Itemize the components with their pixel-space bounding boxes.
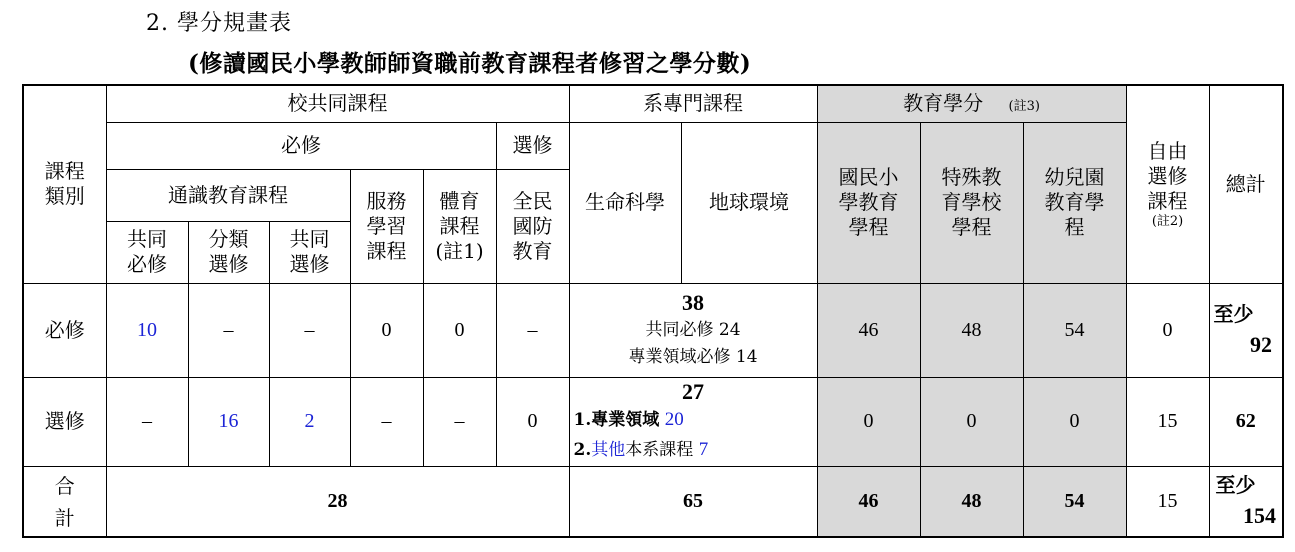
dept-elective-detail1-label: 1.專業領域 (573, 410, 660, 430)
cell-common-elective: 2 (269, 377, 350, 466)
grand-total-prefix: 至少 (1215, 473, 1256, 498)
kindergarten-line3: 程 (1064, 215, 1085, 239)
cell-special: 48 (920, 283, 1023, 377)
cell-classified-elective: 16 (188, 377, 269, 466)
common-elective-header (269, 221, 350, 283)
header-row-1 (23, 85, 1283, 122)
elementary-line1: 國民小 (838, 165, 899, 189)
table-row-required (23, 283, 1283, 377)
service-line1: 服務 (366, 188, 407, 213)
common-elective-line2: 選修 (289, 252, 330, 276)
dept-elective-detail2-number: 2. (573, 440, 592, 461)
kindergarten-line1: 幼兒園 (1044, 165, 1105, 189)
row-label-required: 必修 (23, 283, 106, 377)
dept-required-total: 38 (682, 290, 705, 316)
cell-elementary: 46 (817, 283, 920, 377)
credit-plan-table (22, 84, 1284, 538)
service-learning-header (350, 169, 423, 283)
cell-total-elective: 62 (1209, 377, 1283, 466)
classified-elective-header (188, 221, 269, 283)
cell-grand-total (1209, 466, 1283, 537)
pe-line3: (註1) (435, 238, 484, 263)
table-row-sum (23, 466, 1283, 537)
category-header (23, 85, 106, 283)
common-required-line1: 共同 (127, 227, 167, 251)
service-line3: 課程 (366, 238, 407, 263)
defense-line3: 教育 (512, 238, 553, 263)
special-line1: 特殊教 (941, 165, 1002, 189)
cell-free-elective: 0 (1126, 283, 1209, 377)
section-number-title: 2. 學分規畫表 (146, 11, 292, 36)
common-required-header (106, 221, 188, 283)
education-credits-header (817, 85, 1126, 122)
dept-elective-detail2-value: 7 (698, 439, 709, 461)
table-row-elective (23, 377, 1283, 466)
education-credits-label: 教育學分 (903, 91, 984, 116)
cell-defense: – (496, 283, 569, 377)
category-header-line2: 類別 (44, 184, 85, 209)
free-elective-line1: 自由 (1147, 138, 1188, 163)
school-common-header: 校共同課程 (106, 85, 569, 122)
free-elective-header (1126, 85, 1209, 283)
cell-special-total: 48 (920, 466, 1023, 537)
total-header: 總計 (1209, 85, 1283, 283)
classified-elective-line2: 選修 (208, 252, 249, 276)
dept-elective-detail1-value: 20 (664, 409, 684, 430)
row-label-elective: 選修 (23, 377, 106, 466)
header-row-2 (23, 122, 1283, 169)
national-defense-header (496, 169, 569, 283)
section-subtitle: (修讀國民小學教師師資職前教育課程者修習之學分數) (188, 50, 752, 77)
cell-defense: 0 (496, 377, 569, 466)
total-required-value: 92 (1250, 331, 1273, 357)
classified-elective-line1: 分類 (208, 227, 249, 251)
cell-service: 0 (350, 283, 423, 377)
cell-free-elective-total: 15 (1126, 466, 1209, 537)
cell-dept-required (569, 283, 817, 377)
kindergarten-header (1023, 122, 1126, 283)
dept-required-detail1: 共同必修 24 (645, 319, 741, 340)
elementary-program-header (817, 122, 920, 283)
cell-elementary-total: 46 (817, 466, 920, 537)
pe-line1: 體育 (439, 188, 480, 213)
service-line2: 學習 (366, 213, 407, 238)
special-education-header (920, 122, 1023, 283)
defense-line1: 全民 (512, 188, 553, 213)
elective-subheader: 選修 (496, 122, 569, 169)
dept-required-detail2: 專業領域必修 14 (628, 346, 758, 367)
dept-elective-detail2-other: 其他 (591, 440, 626, 461)
elementary-line3: 學程 (848, 215, 889, 239)
cell-pe: – (423, 377, 496, 466)
dept-elective-detail2-text: 本系課程 (625, 440, 694, 461)
cell-kindergarten: 0 (1023, 377, 1126, 466)
free-elective-line3: 課程 (1147, 188, 1188, 213)
cell-pe: 0 (423, 283, 496, 377)
cell-free-elective: 15 (1126, 377, 1209, 466)
education-credits-note: (註3) (1008, 99, 1040, 115)
common-required-line2: 必修 (127, 252, 167, 276)
cell-total-required (1209, 283, 1283, 377)
special-line2: 育學校 (941, 190, 1002, 214)
total-required-prefix: 至少 (1213, 301, 1254, 326)
pe-line2: 課程 (439, 213, 480, 238)
cell-common-required: 10 (106, 283, 188, 377)
cell-common-elective: – (269, 283, 350, 377)
required-subheader: 必修 (106, 122, 496, 169)
earth-environment-header: 地球環境 (681, 122, 817, 283)
cell-kindergarten-total: 54 (1023, 466, 1126, 537)
cell-common-required: – (106, 377, 188, 466)
row-label-sum (23, 466, 106, 537)
special-line3: 學程 (951, 215, 992, 239)
defense-line2: 國防 (512, 213, 553, 238)
general-education-header: 通識教育課程 (106, 169, 350, 221)
life-science-header: 生命科學 (569, 122, 681, 283)
dept-specific-header: 系專門課程 (569, 85, 817, 122)
dept-elective-detail2 (570, 435, 817, 465)
cell-special: 0 (920, 377, 1023, 466)
kindergarten-line2: 教育學 (1044, 190, 1105, 214)
cell-dept-elective (569, 377, 817, 466)
grand-total-value: 154 (1243, 503, 1277, 529)
free-elective-line2: 選修 (1147, 163, 1188, 188)
sum-label-line2: 計 (54, 505, 75, 530)
category-header-line1: 課程 (44, 159, 85, 184)
elementary-line2: 學教育 (838, 190, 899, 214)
cell-kindergarten: 54 (1023, 283, 1126, 377)
dept-elective-total: 27 (682, 378, 705, 404)
cell-dept-total: 65 (569, 466, 817, 537)
cell-service: – (350, 377, 423, 466)
free-elective-note: (註2) (1151, 213, 1184, 229)
cell-classified-elective: – (188, 283, 269, 377)
sum-label-line1: 合 (54, 473, 75, 498)
common-elective-line1: 共同 (289, 227, 330, 251)
dept-elective-detail1 (570, 405, 817, 435)
cell-school-common-total: 28 (106, 466, 569, 537)
pe-header (423, 169, 496, 283)
cell-elementary: 0 (817, 377, 920, 466)
